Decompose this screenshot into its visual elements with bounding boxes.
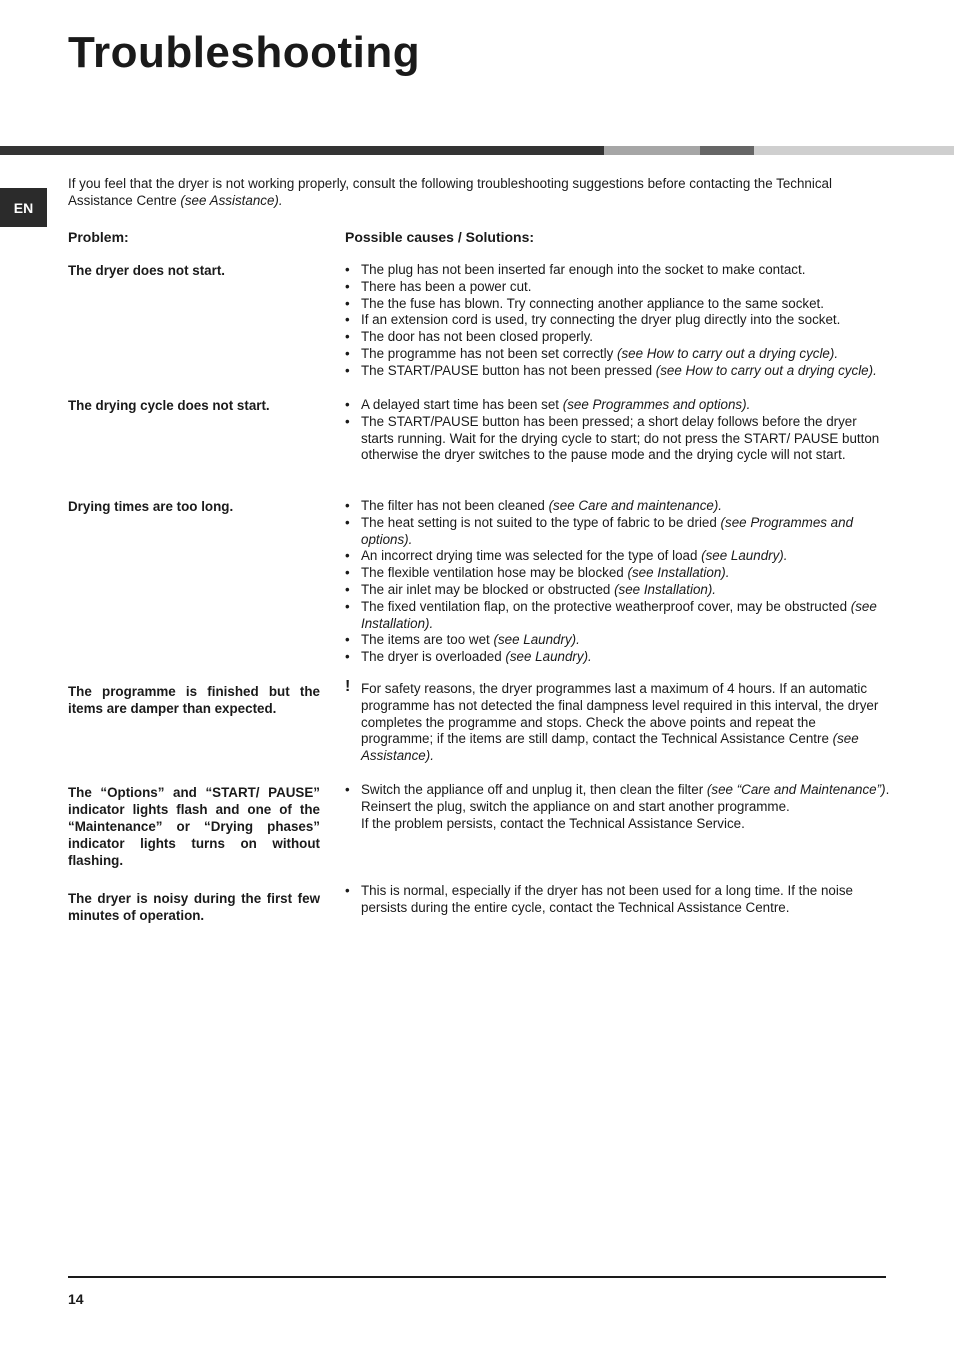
solution-item: • The dryer is overloaded (see Laundry). (345, 649, 592, 665)
problem-indicator-lights: The “Options” and “START/ PAUSE” indicator lights flash and one of the “Maintenance” or “Drying phases” indicator lights turns on without flashing. (68, 785, 320, 868)
header-bar-dark (0, 146, 604, 155)
warning-icon: ! (345, 678, 351, 695)
problem-header: Problem: (68, 229, 129, 245)
problem-cycle-no-start: The drying cycle does not start. (68, 398, 270, 413)
solution-item: • The filter has not been cleaned (see Care and maintenance). (345, 498, 723, 513)
solution-item: • The air inlet may be blocked or obstructed (see Installation). (345, 581, 717, 597)
solution-item: • The START/PAUSE button has been pressed; a short delay follows before the dryer starts running. Wait for the drying cycle to start; do not press the START/ PAUSE button otherwise the dryer switches to the pause mode and the drying cycle will not start. (345, 413, 880, 463)
problem-noisy: The dryer is noisy during the first few minutes of operation. (68, 891, 320, 923)
solution-extra: If the problem persists, contact the Technical Assistance Service. (361, 815, 745, 831)
intro-text: If you feel that the dryer is not working properly, consult the following troubleshooting suggestions before contacting the Technical Assistance Centre (68, 176, 832, 208)
problem-no-start: The dryer does not start. (68, 263, 226, 278)
footer-rule (68, 1276, 886, 1278)
header-color-bars (0, 146, 954, 155)
intro-ref: (see Assistance). (180, 193, 283, 208)
solution-item: • A delayed start time has been set (see Programmes and options). (345, 397, 751, 412)
solution-item: • The door has not been closed properly. (345, 329, 594, 345)
solutions-header: Possible causes / Solutions: (345, 229, 535, 245)
language-tab: EN (0, 188, 47, 227)
solutions-no-start (345, 262, 890, 380)
solution-item: • The plug has not been inserted far enough into the socket to make contact. (345, 262, 806, 277)
header-bar-mid (604, 146, 700, 155)
solution-item: • The items are too wet (see Laundry). (345, 632, 580, 648)
solutions-cycle-no-start (345, 397, 890, 464)
solution-item: • Switch the appliance off and unplug it, then clean the filter (see “Care and Maintenance”). Reinsert the plug, switch the appliance on and start another programme. (345, 782, 890, 814)
header-bar-light (754, 146, 954, 155)
solutions-indicator-lights (345, 782, 890, 832)
solution-item: • The fixed ventilation flap, on the protective weatherproof cover, may be obstructed (see Installation). (345, 598, 877, 631)
solution-item: • The the fuse has blown. Try connecting another appliance to the same socket. (345, 295, 824, 311)
solution-item: • If an extension cord is used, try connecting the dryer plug directly into the socket. (345, 312, 841, 328)
note-items-damp (345, 678, 890, 765)
note-text: For safety reasons, the dryer programmes last a maximum of 4 hours. If an automatic programme has not detected the final dampness level required in this interval, the dryer completes the programme and stops. Check the above points and repeat the programme; if the items are still damp, contact the Technical Assistance Centre (361, 681, 879, 747)
intro-paragraph (68, 175, 898, 209)
header-bar-dark-gray (700, 146, 754, 155)
solution-item: • The heat setting is not suited to the type of fabric to be dried (see Programmes and options). (345, 514, 854, 547)
problem-drying-too-long: Drying times are too long. (68, 499, 234, 514)
page-title: Troubleshooting (68, 28, 421, 77)
problem-items-damp: The programme is finished but the items are damper than expected. (68, 684, 320, 716)
solutions-drying-too-long (345, 498, 890, 666)
page-number: 14 (68, 1291, 84, 1307)
note-ref: (see Assistance). (361, 731, 859, 764)
solution-item: • The programme has not been set correctly (see How to carry out a drying cycle). (345, 345, 839, 361)
solutions-noisy (345, 883, 890, 917)
solution-item: • The START/PAUSE button has not been pressed (see How to carry out a drying cycle). (345, 362, 877, 378)
solution-item: • There has been a power cut. (345, 278, 532, 294)
solution-item: • An incorrect drying time was selected for the type of load (see Laundry). (345, 548, 788, 564)
solution-item: • This is normal, especially if the dryer has not been used for a long time. If the noise persists during the entire cycle, contact the Technical Assistance Centre. (345, 883, 853, 915)
solution-item: • The flexible ventilation hose may be blocked (see Installation). (345, 565, 730, 581)
